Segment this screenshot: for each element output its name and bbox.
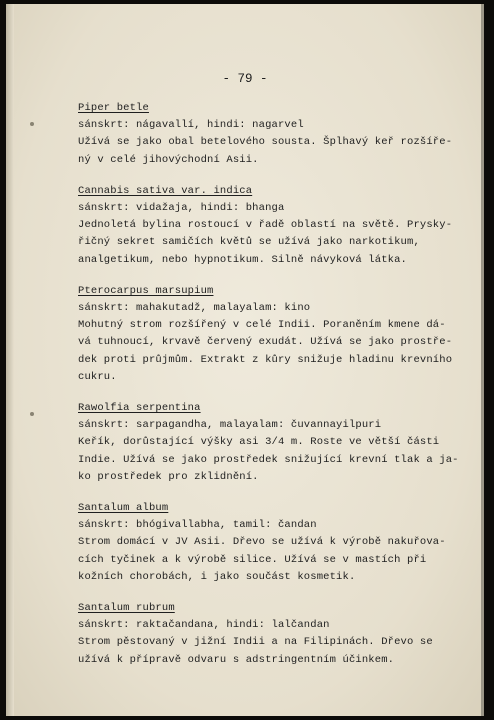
page-content [78, 100, 458, 683]
plant-names-line: sánskrt: raktačandana, hindi: lalčandan [78, 619, 330, 632]
plant-entry [78, 400, 458, 486]
description-line: Indie. Užívá se jako prostředek snižující krevní tlak a ja- [78, 453, 459, 466]
punch-hole-mark [30, 122, 34, 126]
plant-name: Rawolfia serpentina [78, 402, 201, 415]
description-line: užívá k přípravě odvaru s adstringentním účinkem. [78, 653, 395, 666]
description-line: ko prostředek pro zklidnění. [78, 470, 259, 483]
description-line: cukru. [78, 370, 117, 383]
description-line: analgetikum, nebo hypnotikum. Silně návyková látka. [78, 253, 408, 266]
description-line: Keřík, dorůstající výšky asi 3/4 m. Roste ve větší části [78, 436, 440, 449]
plant-name: Santalum rubrum [78, 602, 175, 615]
plant-names-line: sánskrt: sarpagandha, malayalam: čuvannayilpuri [78, 419, 382, 432]
description-line: Mohutný strom rozšířený v celé Indii. Poraněním kmene dá- [78, 319, 446, 332]
document-page [6, 4, 484, 716]
plant-entry [78, 100, 458, 169]
plant-entry [78, 183, 458, 269]
plant-entry [78, 500, 458, 586]
description-line: vá tuhnoucí, krvavě červený exudát. Užívá se jako prostře- [78, 336, 453, 349]
plant-entry [78, 600, 458, 669]
plant-names-line: sánskrt: mahakutadž, malayalam: kino [78, 302, 311, 315]
plant-name: Cannabis sativa var. indica [78, 184, 253, 197]
plant-name: Santalum album [78, 502, 169, 515]
description-line: kožních chorobách, i jako součást kosmetik. [78, 570, 356, 583]
plant-names-line: sánskrt: bhógivallabha, tamil: čandan [78, 519, 317, 532]
punch-hole-mark [30, 412, 34, 416]
description-line: ný v celé jihovýchodní Asii. [78, 153, 259, 166]
plant-names-line: sánskrt: nágavallí, hindi: nagarvel [78, 119, 304, 132]
page-number: - 79 - [222, 72, 268, 86]
plant-name: Pterocarpus marsupium [78, 284, 214, 297]
page-binding-shadow [6, 4, 14, 716]
plant-names-line: sánskrt: vidažaja, hindi: bhanga [78, 202, 285, 215]
description-line: Strom pěstovaný v jižní Indii a na Filipinách. Dřevo se [78, 636, 433, 649]
plant-name: Piper betle [78, 102, 149, 114]
description-line: dek proti průjmům. Extrakt z kůry snižuje hladinu krevního [78, 353, 453, 366]
plant-entry [78, 283, 458, 386]
description-line: cích tyčinek a k výrobě silice. Užívá se v mastích při [78, 553, 427, 566]
description-line: Užívá se jako obal betelového sousta. Šplhavý keř rozšíře- [78, 136, 453, 149]
description-line: řičný sekret samičích květů se užívá jako narkotikum, [78, 236, 420, 249]
description-line: Jednoletá bylina rostoucí v řadě oblastí na světě. Prysky- [78, 219, 453, 232]
description-line: Strom domácí v JV Asii. Dřevo se užívá k výrobě nakuřova- [78, 536, 446, 549]
